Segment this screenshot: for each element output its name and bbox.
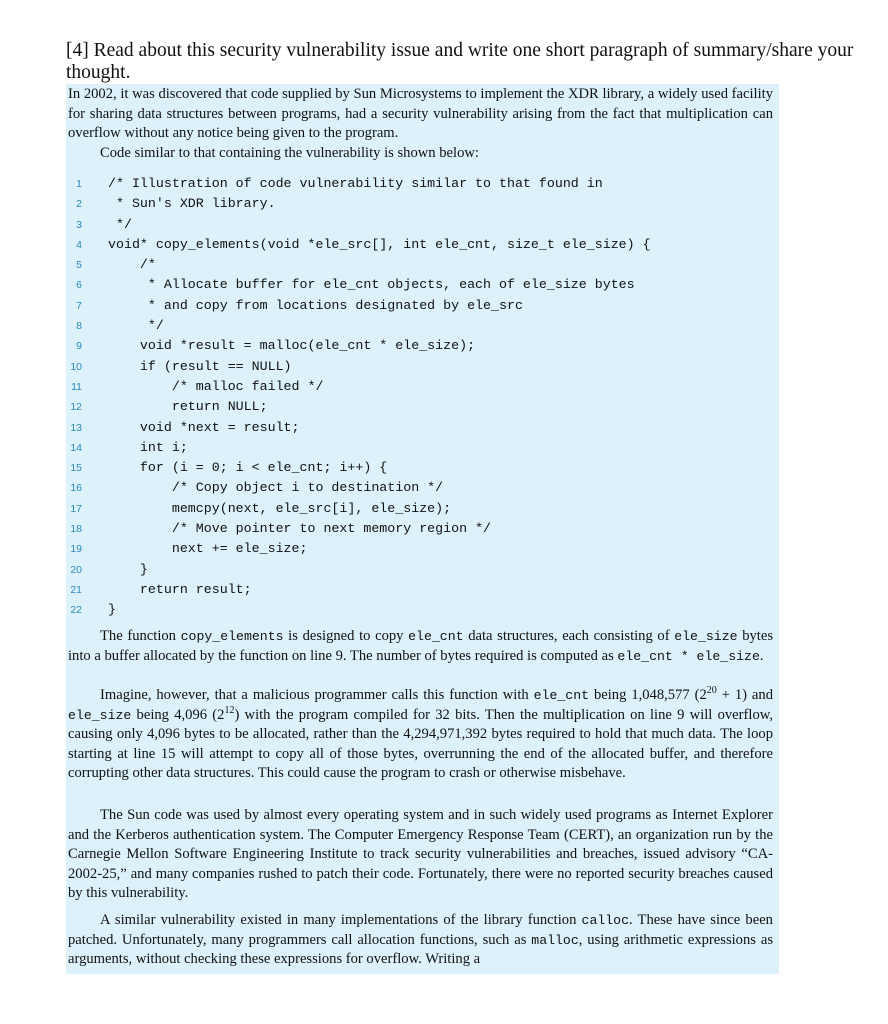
code-text: /* Move pointer to next memory region */ bbox=[108, 521, 492, 537]
line-number: 12 bbox=[70, 401, 82, 414]
code-line bbox=[66, 499, 766, 519]
code-line bbox=[66, 377, 766, 397]
line-number: 3 bbox=[76, 218, 82, 231]
line-number: 7 bbox=[76, 299, 82, 312]
code-line bbox=[66, 174, 766, 194]
line-number: 2 bbox=[76, 198, 82, 211]
code-text: } bbox=[108, 602, 116, 618]
code-line bbox=[66, 255, 766, 275]
line-number: 22 bbox=[70, 604, 82, 617]
code-text: next += ele_size; bbox=[108, 541, 308, 557]
line-number: 17 bbox=[70, 502, 82, 515]
line-number: 9 bbox=[76, 340, 82, 353]
code-line bbox=[66, 519, 766, 539]
code-line bbox=[66, 275, 766, 295]
code-text: */ bbox=[108, 318, 164, 334]
code-text: int i; bbox=[108, 439, 188, 455]
line-number: 8 bbox=[76, 320, 82, 333]
code-line bbox=[66, 194, 766, 214]
code-line bbox=[66, 580, 766, 600]
code-line bbox=[66, 357, 766, 377]
code-text: /* Illustration of code vulnerability similar to that found in bbox=[108, 176, 603, 191]
code-line bbox=[66, 316, 766, 336]
line-number: 20 bbox=[70, 563, 82, 576]
line-number: 10 bbox=[70, 360, 82, 373]
line-number: 18 bbox=[70, 523, 82, 536]
code-line bbox=[66, 478, 766, 498]
code-text: void *result = malloc(ele_cnt * ele_size); bbox=[108, 338, 476, 354]
code-line bbox=[66, 600, 766, 620]
line-number: 11 bbox=[71, 380, 82, 393]
code-line bbox=[66, 418, 766, 438]
code-line bbox=[66, 235, 766, 255]
question-heading: [4] Read about this security vulnerability issue and write one short paragraph of summary/share your thought. bbox=[66, 40, 854, 83]
intro-code-lead: Code similar to that containing the vulnerability is shown below: bbox=[100, 145, 479, 161]
code-text: * Sun's XDR library. bbox=[108, 196, 276, 212]
code-text: * and copy from locations designated by ele_src bbox=[108, 297, 523, 313]
line-number: 21 bbox=[70, 583, 82, 596]
impact-paragraph: The Sun code was used by almost every operating system and in such widely used programs as Internet Explorer and the Kerberos authentication system. The Computer Emergency Response Team (CERT), an organization run by the Carnegie Mellon Software Engineering Institute to track security vulnerabilities and breaches, issued advisory “CA-2002-25,” and many companies rushed to patch their code. Fortunately, there were no reported security breaches caused by this vulnerability. bbox=[68, 807, 773, 901]
line-number: 16 bbox=[70, 482, 82, 495]
code-text: void *next = result; bbox=[108, 419, 300, 435]
code-text: if (result == NULL) bbox=[108, 358, 292, 374]
code-line bbox=[66, 397, 766, 417]
calloc-paragraph: A similar vulnerability existed in many implementations of the library function calloc. These have since been patched. Unfortunately, many programmers call allocation functions, such as malloc, using arithmetic expressions as arguments, without checking these expressions for overflow. Writing a bbox=[68, 912, 773, 967]
code-line bbox=[66, 215, 766, 235]
code-line bbox=[66, 539, 766, 559]
code-text: /* Copy object i to destination */ bbox=[108, 480, 444, 496]
line-number: 19 bbox=[70, 543, 82, 556]
code-text: } bbox=[108, 561, 148, 577]
explanation-paragraph: The function copy_elements is designed to copy ele_cnt data structures, each consisting of ele_size bytes into a buffer allocated by the function on line 9. The number of bytes required is computed as ele_cnt * ele_size. bbox=[68, 628, 774, 664]
code-text: /* bbox=[108, 257, 156, 273]
code-line bbox=[66, 438, 766, 458]
code-text: * Allocate buffer for ele_cnt objects, each of ele_size bytes bbox=[108, 277, 635, 293]
code-text: */ bbox=[108, 216, 132, 232]
code-text: void* copy_elements(void *ele_src[], int ele_cnt, size_t ele_size) { bbox=[108, 236, 651, 252]
code-line bbox=[66, 336, 766, 356]
code-text: for (i = 0; i < ele_cnt; i++) { bbox=[108, 460, 388, 476]
code-line bbox=[66, 560, 766, 580]
code-line bbox=[66, 458, 766, 478]
line-number: 1 bbox=[76, 178, 82, 190]
code-line bbox=[66, 296, 766, 316]
line-number: 13 bbox=[70, 421, 82, 434]
code-text: return NULL; bbox=[108, 399, 268, 415]
line-number: 6 bbox=[76, 279, 82, 292]
code-text: return result; bbox=[108, 581, 252, 597]
line-number: 15 bbox=[70, 462, 82, 475]
line-number: 5 bbox=[76, 259, 82, 272]
code-text: memcpy(next, ele_src[i], ele_size); bbox=[108, 500, 452, 516]
overflow-scenario-paragraph: Imagine, however, that a malicious programmer calls this function with ele_cnt being 1,048,577 $(2^{20} + 1)$ and ele_size being 4,096 $(2^{12})$ with the program compiled for 32 bits. Then the multiplication on line 9 will overflow, causing only 4,096 bytes to be allocated, rather than the 4,294,971,392 bytes required to hold that much data. The loop starting at line 15 will attempt to copy all of those bytes, overrunning the end of the allocated buffer, and therefore corrupting other data structures. This could cause the program to crash or otherwise misbehave. bbox=[68, 685, 774, 781]
code-listing bbox=[66, 174, 766, 621]
code-text: /* malloc failed */ bbox=[108, 378, 324, 394]
line-number: 14 bbox=[70, 441, 82, 454]
line-number: 4 bbox=[76, 238, 82, 251]
intro-paragraph: In 2002, it was discovered that code supplied by Sun Microsystems to implement the XDR library, a widely used facility for sharing data structures between programs, had a security vulnerability arising from the fact that multiplication can overflow without any notice being given to the program. bbox=[68, 86, 773, 141]
